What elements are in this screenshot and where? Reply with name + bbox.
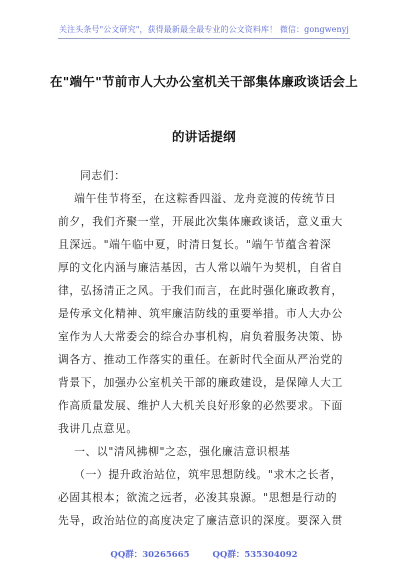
header-note: 关注头条号"公文研究"，获得最新最全最专业的公文资料库！ 微信：gongwenyj — [59, 25, 349, 34]
footer-qq-group-1: QQ群：30265665 — [110, 550, 190, 560]
header-divider — [58, 38, 350, 39]
body-line: 必固其根本；欲流之远者，必浚其泉源。"思想是行动的 — [58, 491, 338, 504]
body-line: 先导，政治站位的高度决定了廉洁意识的深度。要深入贯 — [58, 514, 343, 527]
body-line: 且深远。"端午临中夏，时清日复长。"端午节蕴含着深 — [58, 238, 332, 251]
section-heading: 一、以"清风拂柳"之态，强化廉洁意识根基 — [58, 445, 291, 458]
body-line: 律，弘扬清正之风。于我们而言，在此时强化廉政教育， — [58, 284, 343, 297]
document-title-line-2: 的讲话提纲 — [171, 129, 236, 144]
salutation: 同志们： — [80, 169, 126, 182]
body-line: 调各方、推动工作落实的重任。在新时代全面从严治党的 — [58, 353, 343, 366]
footer — [0, 548, 408, 560]
body-line: （一）提升政治站位，筑牢思想防线。"求木之长者， — [58, 468, 342, 481]
body-line: 是传承文化精神、筑牢廉洁防线的重要举措。市人大办公 — [58, 307, 343, 320]
footer-qq-group-2: QQ群：535304092 — [212, 550, 298, 560]
body-line: 室作为人大常委会的综合办事机构，肩负着服务决策、协 — [58, 330, 343, 343]
body-line: 端午佳节将至，在这粽香四溢、龙舟竞渡的传统节日 — [58, 192, 337, 205]
body-line: 我讲几点意见。 — [58, 422, 138, 435]
document-body — [58, 164, 350, 532]
body-line: 作高质量发展、维护人大机关良好形象的必然要求。下面 — [58, 399, 343, 412]
body-line: 厚的文化内涵与廉洁基因，古人常以端午为契机，自省自 — [58, 261, 343, 274]
document-title-line-1: 在"端午"节前市人大办公室机关干部集体廉政谈话会上 — [49, 74, 359, 89]
body-line: 前夕，我们齐聚一堂，开展此次集体廉政谈话，意义重大 — [58, 215, 343, 228]
body-line: 背景下，加强办公室机关干部的廉政建设，是保障人大工 — [58, 376, 343, 389]
